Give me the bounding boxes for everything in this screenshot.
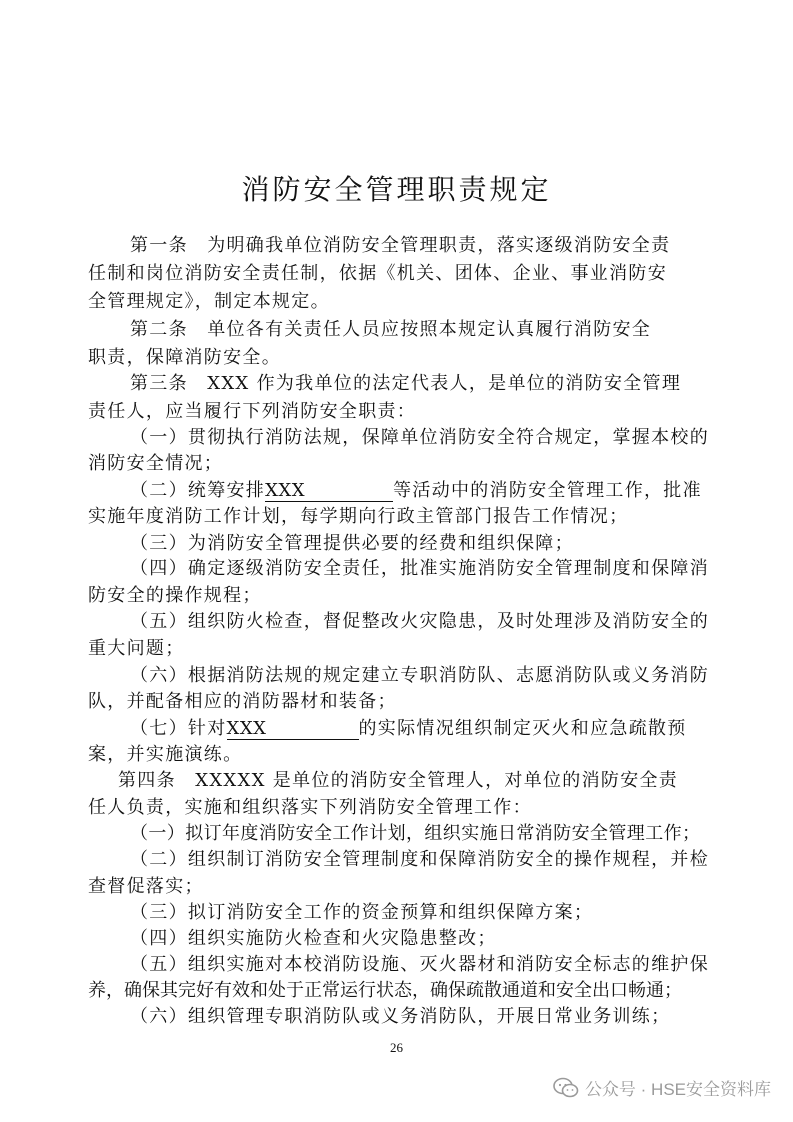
paragraph-line: （一）拟订年度消防安全工作计划，组织实施日常消防安全管理工作； [130,823,701,844]
watermark-text: 公众号 · HSE安全资料库 [584,1080,771,1099]
paragraph-line [130,716,687,742]
paragraph-line: 第一条 为明确我单位消防安全管理职责，落实逐级消防安全责 [130,235,671,256]
paragraph-line: （六）根据消防法规的规定建立专职消防队、志愿消防队或义务消防 [130,665,709,686]
paragraph-line: 队，并配备相应的消防器材和装备； [88,691,397,712]
paragraph-line: 消防安全情况； [88,453,224,474]
paragraph-line: （五）组织防火检查，督促整改火灾隐患，及时处理涉及消防安全的 [130,611,709,632]
paragraph-line: （三）拟订消防安全工作的资金预算和组织保障方案； [130,902,594,923]
paragraph-line: （二）组织制订消防安全管理制度和保障消防安全的操作规程，并检 [130,849,709,870]
paragraph-line: 养，确保其完好有效和处于正常运行状态，确保疏散通道和安全出口畅通； [88,980,682,1001]
paragraph-line: 职责，保障消防安全。 [88,347,281,368]
paragraph-line: 任制和岗位消防安全责任制，依据《机关、团体、企业、事业消防安 [88,263,667,284]
paragraph-line: 第二条 单位各有关责任人员应按照本规定认真履行消防安全 [130,319,652,340]
paragraph-line: （六）组织管理专职消防队或义务消防队，开展日常业务训练； [130,1006,671,1027]
wechat-icon [553,1077,579,1099]
paragraph-line: （一）贯彻执行消防法规，保障单位消防安全符合规定，掌握本校的 [130,427,709,448]
paragraph-line: 重大问题； [88,638,185,659]
watermark [553,1075,771,1100]
paragraph-line: 案，并实施演练。 [88,744,243,765]
paragraph-line: 实施年度消防工作计划，每学期向行政主管部门报告工作情况； [88,506,629,527]
paragraph-line: （四）组织实施防火检查和火灾隐患整改； [130,928,497,949]
paragraph-line: 第三条 XXX 作为我单位的法定代表人，是单位的消防安全管理 [130,373,682,394]
paragraph-line: （五）组织实施对本校消防设施、灭火器材和消防安全标志的维护保 [130,954,709,975]
line-text: （二）统筹安排 [130,480,266,501]
line-text: 等活动中的消防安全管理工作，批准 [393,480,702,501]
paragraph-line: 第四条 XXXXX 是单位的消防安全管理人，对单位的消防安全责 [118,770,679,791]
line-text: 的实际情况组织制定灭火和应急疏散预 [358,718,687,739]
document-title: 消防安全管理职责规定 [241,173,552,206]
paragraph-line: 防安全的操作规程； [88,585,262,606]
fill-in-blank: XXX [227,719,359,740]
paragraph-line: 任人负责，实施和组织落实下列消防安全管理工作： [88,797,532,818]
paragraph-line: 查督促落实； [88,876,204,897]
paragraph-line: 责任人，应当履行下列消防安全职责： [88,401,417,422]
paragraph-line: 全管理规定》，制定本规定。 [88,291,330,312]
page-number: 26 [390,1040,403,1055]
paragraph-line: （三）为消防安全管理提供必要的经费和组织保障； [130,533,574,554]
line-text: （七）针对 [130,718,227,739]
paragraph-line [130,478,702,504]
fill-in-blank: XXX [265,481,393,502]
paragraph-line: （四）确定逐级消防安全责任，批准实施消防安全管理制度和保障消 [130,558,709,579]
